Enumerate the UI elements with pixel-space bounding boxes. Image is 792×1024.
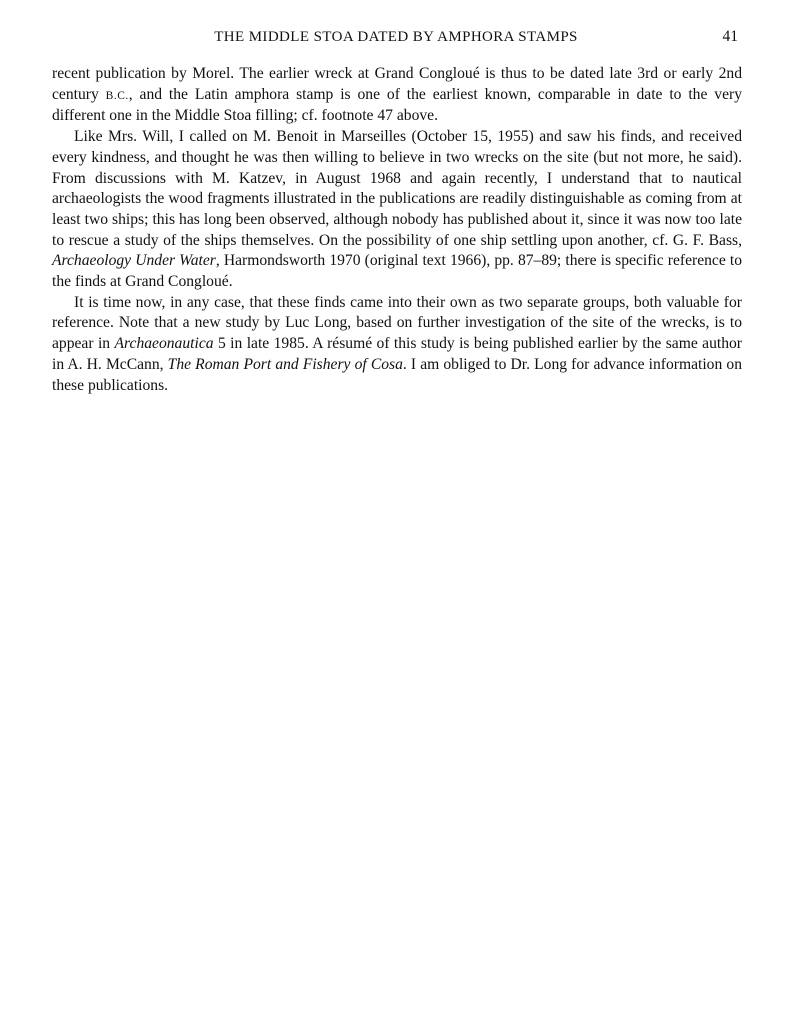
book-title-archaeology-under-water: Archaeology Under Water <box>52 252 216 270</box>
paragraph-2-text-b: , Harmondsworth 1970 (original text 1966), pp. 87–89; there is specific reference to the finds at Grand Congloué. <box>52 252 742 291</box>
journal-title-archaeonautica: Archaeonautica <box>114 335 214 353</box>
paragraph-2-text-a: Like Mrs. Will, I called on M. Benoit in Marseilles (October 15, 1955) and saw his finds, and received every kindness, and thought he was then willing to believe in two wrecks on the site (but not more, he said). From discussions with M. Katzev, in August 1968 and again recently, I understand that to nautical archaeologists the wood fragments illustrated in the publications are readily distinguishable as coming from at least two ships; this has long been observed, although nobody has published about it, since it was now too late to rescue a study of the ships themselves. On the possibility of one ship settling upon another, cf. G. F. Bass, <box>52 128 742 249</box>
paragraph-1 <box>52 64 742 127</box>
bc-abbreviation: B.C. <box>105 89 129 102</box>
paragraph-3-text-b: 5 in late 1985. A résumé of this study is being published earlier by the same author in A. H. McCann, <box>52 335 742 373</box>
body-text <box>52 64 742 396</box>
paragraph-3-text-c: . I am obliged to Dr. Long for advance information on these publications. <box>52 355 742 394</box>
page-number: 41 <box>722 28 738 45</box>
paragraph-3-text-a: It is time now, in any case, that these finds came into their own as two separate groups, both valuable for reference. Note that a new study by Luc Long, based on further investigation of the site of the wrecks, is to appear in <box>52 293 742 353</box>
book-title-roman-port-fishery-cosa: The Roman Port and Fishery of Cosa <box>167 355 403 373</box>
paragraph-1-text-a: recent publication by Morel. The earlier wreck at Grand Congloué is thus to be dated late 3rd or early 2nd century <box>52 65 742 103</box>
paragraph-1-text-b: , and the Latin amphora stamp is one of the earliest known, comparable in date to the very different one in the Middle Stoa filling; cf. footnote 47 above. <box>52 85 742 125</box>
paragraph-2 <box>52 127 742 293</box>
paragraph-3 <box>52 293 742 397</box>
running-head <box>52 27 740 47</box>
running-title: THE MIDDLE STOA DATED BY AMPHORA STAMPS <box>214 29 578 45</box>
